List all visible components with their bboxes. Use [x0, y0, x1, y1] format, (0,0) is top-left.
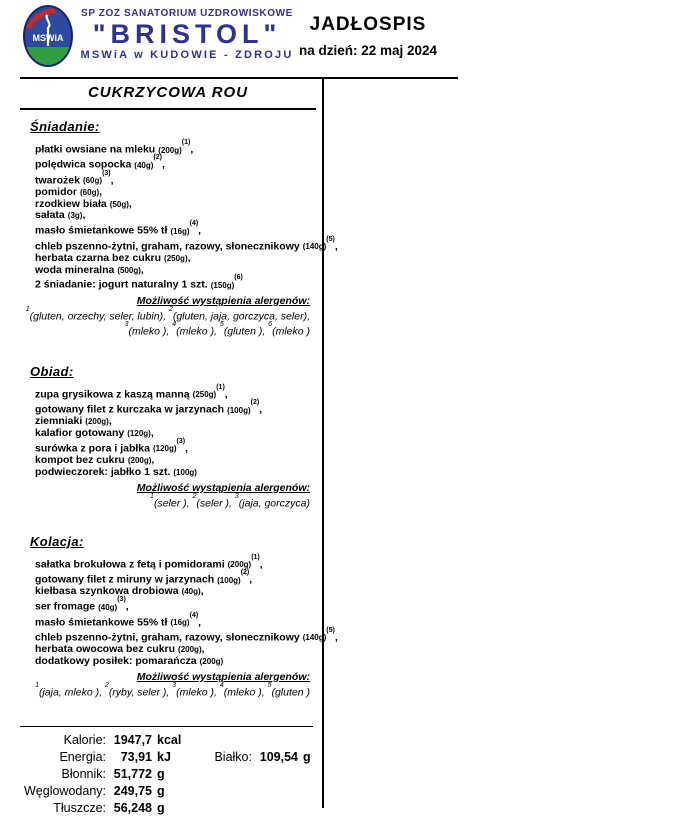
menu-item-separator: , — [125, 600, 129, 613]
menu-item-name: twarożek — [35, 174, 80, 187]
nutrition-unit: kJ — [157, 750, 171, 764]
header-divider-line — [20, 77, 458, 79]
menu-item — [35, 235, 338, 253]
organization-type: SP ZOZ SANATORIUM UZDROWISKOWE — [81, 8, 293, 19]
nutrition-value: 56,248 — [113, 801, 152, 815]
menu-item-separator: , — [200, 585, 204, 598]
menu-item — [35, 437, 316, 455]
allergen-list — [20, 305, 310, 338]
menu-item-portion: (40g) — [181, 587, 201, 597]
allergen-number: 3 — [234, 492, 239, 500]
meal-item-list — [35, 139, 338, 292]
menu-item-portion: (120g) — [152, 444, 177, 454]
menu-item — [35, 598, 316, 613]
nutrition-row-bialko — [195, 749, 311, 766]
menu-item-portion: (200g) — [178, 645, 202, 655]
nutrition-divider-line — [20, 726, 313, 727]
menu-item — [35, 467, 316, 479]
menu-item-portion: (140g) — [302, 242, 327, 252]
nutrition-unit: kcal — [157, 733, 182, 747]
menu-item-portion: (60g) — [80, 187, 100, 197]
menu-item — [35, 156, 316, 171]
menu-item-name: sałatka brokułowa z fetą i pomidorami — [35, 558, 225, 571]
menu-item-separator: , — [140, 263, 144, 276]
menu-item-portion: (200g) — [158, 145, 182, 155]
menu-item — [35, 656, 316, 668]
menu-item-name: kalafior gotowany — [35, 427, 125, 440]
menu-item-portion: (200g) — [227, 560, 252, 570]
menu-item-name: kiełbasa szynkowa drobiowa — [35, 585, 179, 598]
menu-item-portion: (50g) — [109, 199, 129, 209]
menu-date: na dzień: 22 maj 2024 — [298, 43, 438, 58]
menu-item-allergen-ref: (1) — [251, 553, 260, 561]
menu-item-separator: , — [259, 403, 263, 416]
nutrition-label: Energia: — [59, 750, 106, 764]
menu-item — [35, 265, 316, 277]
logo-text: MSWiA — [32, 33, 64, 43]
menu-item-portion: (40g) — [134, 160, 154, 170]
menu-item — [35, 210, 316, 222]
nutrition-row-tluszcze — [20, 800, 320, 817]
meal-item-list — [35, 553, 338, 668]
menu-item-allergen-ref: (4) — [189, 611, 199, 619]
meal-section-3 — [20, 533, 338, 699]
menu-item-name: masło śmietankowe 55% tł — [35, 616, 168, 629]
meal-heading: Kolacja: — [30, 533, 84, 549]
menu-item-portion: (250g) — [164, 253, 188, 263]
meal-section-2 — [20, 364, 316, 510]
allergen-number: 1 — [35, 681, 39, 689]
menu-item-allergen-ref: (6) — [234, 274, 243, 282]
menu-item-portion: (500g) — [117, 265, 141, 275]
allergen-text: (jaja, gorczyca) — [238, 497, 310, 510]
menu-item-separator: , — [190, 143, 194, 156]
nutrition-unit: g — [303, 750, 311, 764]
menu-item-separator: , — [185, 442, 189, 455]
menu-item — [35, 586, 316, 598]
page-title: JADŁOSPIS — [309, 14, 427, 35]
allergen-text: (seler ), — [196, 497, 235, 510]
allergen-number: 3 — [172, 681, 177, 689]
nutrition-value: 1947,7 — [113, 733, 152, 747]
menu-item-separator: , — [99, 185, 103, 198]
menu-item-portion: (16g) — [170, 226, 190, 236]
allergen-number: 1 — [25, 305, 30, 313]
organization-name-block — [78, 4, 296, 68]
nutrition-unit: g — [157, 801, 165, 815]
allergen-text: (jaja, mleko ), — [38, 686, 105, 699]
menu-item — [35, 611, 316, 629]
menu-item — [35, 199, 316, 211]
allergen-text: (gluten ) — [271, 686, 310, 699]
menu-item-name: woda mineralna — [35, 263, 115, 276]
meal-heading: Śniadanie: — [30, 119, 100, 134]
menu-item-separator: , — [334, 240, 338, 253]
menu-content-column — [20, 81, 338, 725]
nutrition-value: 249,75 — [113, 784, 152, 798]
menu-item-allergen-ref: (3) — [176, 437, 186, 445]
document-title-block — [290, 14, 446, 58]
menu-item-name: surówka z pora i jabłka — [35, 442, 150, 455]
allergen-number: 2 — [168, 305, 173, 313]
allergen-number: 4 — [219, 681, 224, 689]
diet-name-heading: CUKRZYCOWA ROU — [20, 81, 316, 110]
document-header — [22, 4, 296, 68]
menu-item-portion: (150g) — [210, 280, 235, 290]
menu-item-separator: , — [187, 251, 191, 264]
menu-item-portion: (200g) — [199, 656, 224, 666]
menu-item-name: sałata — [35, 209, 65, 222]
allergen-number: 4 — [172, 320, 177, 328]
menu-item-allergen-ref: (5) — [326, 626, 335, 634]
allergen-block — [20, 295, 316, 338]
menu-item — [35, 169, 316, 187]
nutrition-label: Tłuszcze: — [53, 801, 106, 815]
nutrition-row-blonnik — [20, 766, 320, 783]
menu-item-name: dodatkowy posiłek: pomarańcza — [35, 654, 197, 667]
menu-item-portion: (100g) — [217, 575, 241, 585]
menu-item-separator: , — [224, 388, 228, 401]
nutrition-value: 73,91 — [120, 750, 152, 764]
menu-item-separator: , — [249, 573, 253, 586]
meal-heading: Obiad: — [30, 363, 74, 379]
menu-item — [35, 571, 316, 586]
meal-section-1 — [20, 119, 338, 338]
menu-item-name: herbata czarna bez cukru — [35, 251, 162, 264]
allergen-list — [20, 681, 310, 699]
allergen-text: (gluten, orzechy, seler, lubin), — [29, 310, 169, 323]
vertical-divider-line — [322, 79, 324, 808]
nutrition-label: Węglowodany: — [24, 784, 106, 798]
menu-item-name: polędwica sopocka — [35, 158, 132, 171]
allergen-number: 2 — [104, 681, 109, 689]
nutrition-label: Kalorie: — [63, 733, 106, 747]
menu-item-name: kompot bez cukru — [35, 454, 125, 467]
menu-item-portion: (200g) — [127, 456, 152, 466]
organization-name: "BRISTOL" — [92, 19, 282, 49]
nutrition-label: Białko: — [214, 750, 252, 764]
allergen-text: (gluten, jaja, gorczyca, seler), — [172, 310, 310, 323]
menu-item-separator: , — [259, 558, 263, 571]
menu-item-separator: , — [110, 174, 114, 187]
nutrition-value: 109,54 — [259, 750, 298, 764]
nutrition-summary — [20, 726, 320, 817]
menu-item-separator: , — [128, 197, 132, 210]
allergen-text: (mleko ) — [272, 325, 310, 338]
menu-item-allergen-ref: (2) — [153, 154, 162, 162]
menu-item-allergen-ref: (5) — [326, 235, 335, 243]
menu-item-allergen-ref: (2) — [240, 569, 250, 577]
menu-item-separator: , — [201, 643, 205, 656]
organization-location: MSWiA w KUDOWIE - ZDROJU — [80, 49, 294, 61]
menu-item-allergen-ref: (3) — [102, 169, 111, 177]
menu-item-allergen-ref: (2) — [250, 399, 260, 407]
menu-item-name: płatki owsiane na mleku — [35, 143, 156, 156]
menu-item-separator: , — [82, 209, 86, 222]
menu-item-portion: (16g) — [170, 618, 190, 628]
allergen-block — [20, 482, 316, 510]
menu-item-portion: (100g) — [227, 405, 251, 415]
menu-item-name: podwieczorek: jabłko 1 szt. — [35, 466, 171, 479]
allergen-text: (seler ), — [153, 497, 193, 510]
allergen-block — [20, 671, 316, 699]
menu-item-name: pomidor — [35, 185, 77, 198]
menu-item-name: chleb pszenno-żytni, graham, razowy, słonecznikowy — [35, 631, 300, 644]
nutrition-label: Błonnik: — [61, 767, 106, 781]
menu-item-separator: , — [334, 631, 338, 644]
menu-item-portion: (250g) — [192, 390, 217, 400]
allergen-text: (gluten ), — [223, 325, 269, 338]
menu-item-allergen-ref: (1) — [181, 139, 191, 146]
menu-item-name: chleb pszenno-żytni, graham, razowy, słonecznikowy — [35, 240, 300, 253]
menu-item-name: gotowany filet z miruny w jarzynach — [35, 573, 215, 586]
menu-item-name: zupa grysikowa z kaszą manną — [35, 388, 190, 401]
menu-item-name: ziemniaki — [35, 415, 83, 428]
menu-item-portion: (140g) — [302, 633, 327, 643]
menu-item-name: masło śmietankowe 55% tł — [35, 224, 168, 237]
menu-item-portion: (100g) — [173, 468, 197, 478]
menu-item — [35, 553, 316, 571]
allergen-heading: Możliwość wystąpienia alergenów: — [136, 670, 310, 683]
menu-item-portion: (40g) — [98, 602, 118, 612]
allergen-text: (mleko ), — [223, 686, 268, 699]
allergen-number: 5 — [267, 681, 272, 689]
allergen-text: (mleko ), — [176, 686, 220, 699]
nutrition-row-kalorie — [20, 732, 320, 749]
menu-item-portion: (200g) — [85, 417, 109, 427]
nutrition-unit: g — [157, 784, 165, 798]
menu-item-separator: , — [161, 158, 165, 171]
menu-item — [35, 141, 316, 156]
menu-item-separator: , — [108, 415, 112, 428]
nutrition-unit: g — [157, 767, 165, 781]
menu-item-portion: (120g) — [127, 429, 151, 439]
menu-item — [35, 222, 316, 237]
allergen-number: 3 — [124, 320, 129, 328]
menu-item-portion: (60g) — [82, 176, 103, 186]
allergen-text: (ryby, seler ), — [108, 686, 173, 699]
allergen-number: 6 — [268, 320, 273, 328]
nutrition-row-energia — [20, 749, 320, 766]
menu-item-separator: , — [151, 454, 155, 467]
menu-item-separator: , — [198, 616, 202, 629]
allergen-number: 2 — [192, 492, 197, 500]
menu-item-portion: (3g) — [67, 211, 83, 221]
allergen-heading: Możliwość wystąpienia alergenów: — [136, 294, 310, 307]
menu-item-name: rzodkiew biała — [35, 197, 107, 210]
menu-item — [35, 626, 338, 644]
allergen-text: (mleko ), — [176, 325, 220, 338]
allergen-text: (mleko ), — [128, 325, 173, 338]
menu-item-name: ser fromage — [35, 600, 96, 613]
menu-item-separator: , — [150, 427, 154, 440]
meals-container — [20, 119, 338, 699]
allergen-number: 1 — [150, 492, 154, 500]
logo-badge-icon — [22, 4, 74, 68]
menu-item — [35, 276, 316, 291]
menu-item-allergen-ref: (4) — [189, 220, 199, 228]
allergen-number: 5 — [219, 320, 224, 328]
allergen-list — [20, 492, 310, 510]
nutrition-value: 51,772 — [113, 767, 152, 781]
allergen-heading: Możliwość wystąpienia alergenów: — [136, 481, 310, 494]
menu-item — [35, 428, 316, 440]
menu-item-name: herbata owocowa bez cukru — [35, 643, 176, 656]
mswia-sanatorium-logo — [22, 4, 74, 68]
menu-item-allergen-ref: (3) — [117, 596, 126, 604]
nutrition-row-weglowodany — [20, 783, 320, 800]
menu-item — [35, 383, 316, 401]
menu-item-name: gotowany filet z kurczaka w jarzynach — [35, 403, 225, 416]
menu-item-allergen-ref: (1) — [216, 383, 225, 391]
meal-item-list — [35, 383, 316, 479]
menu-item-name: 2 śniadanie: jogurt naturalny 1 szt. — [35, 278, 208, 291]
menu-item — [35, 401, 316, 416]
menu-item-separator: , — [198, 224, 202, 237]
